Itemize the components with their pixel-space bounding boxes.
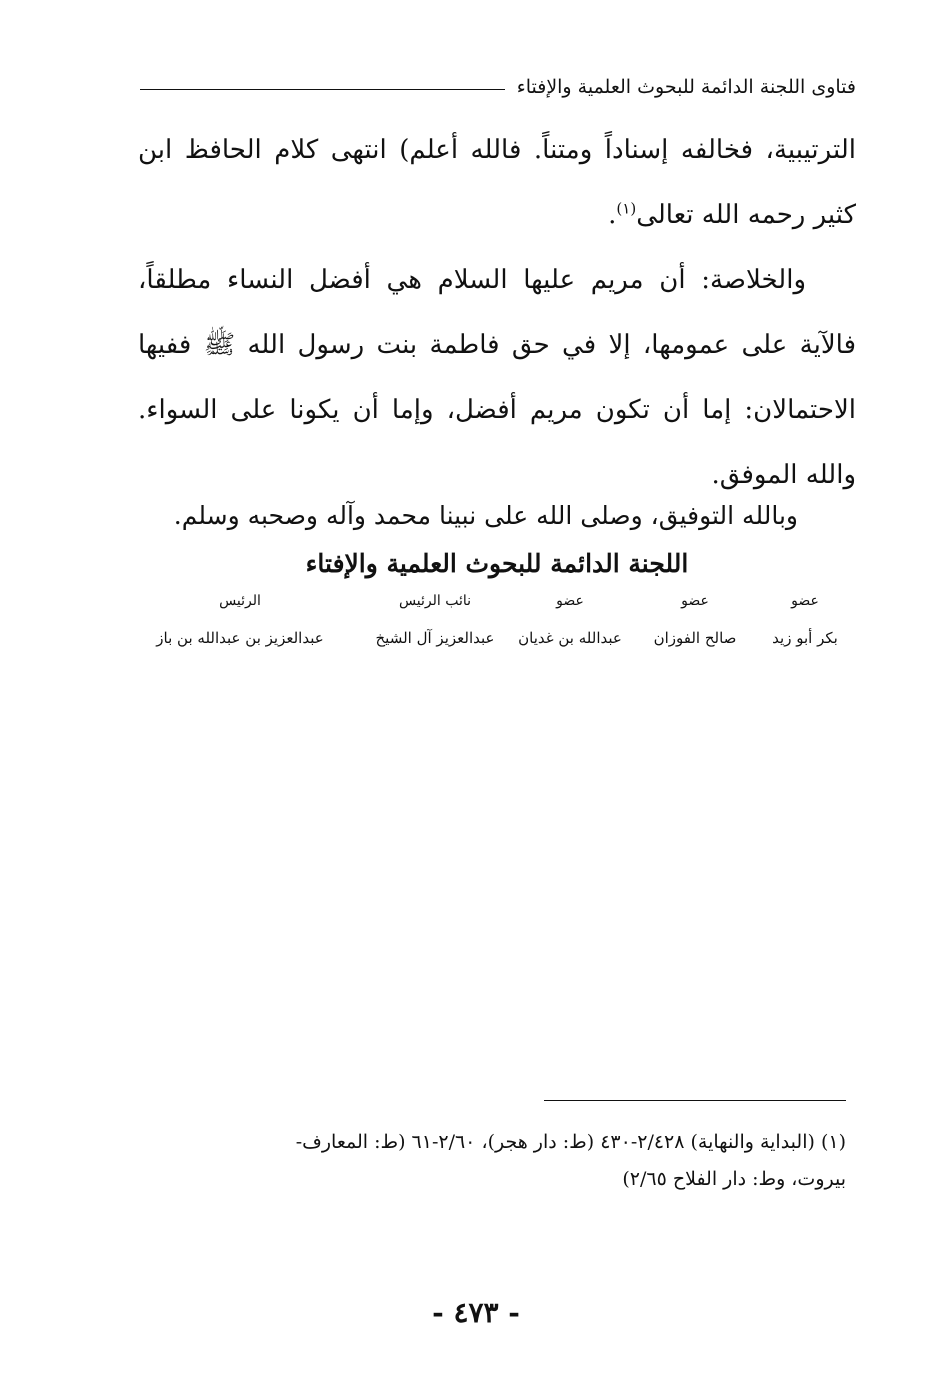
- paragraph-1-text: الترتيبية، فخالفه إسناداً ومتناً. فالله أعلم) انتهى كلام الحافظ ابن كثير رحمه الله تعالى: [138, 135, 856, 230]
- signatory-name: بكر أبو زيد: [772, 629, 838, 647]
- body-text: [138, 118, 856, 508]
- footnote-line-2: بيروت، وط: دار الفلاح ٢/٦٥): [622, 1168, 846, 1190]
- signatories: [150, 590, 850, 660]
- paragraph-1: [138, 118, 856, 248]
- footnote: [132, 1124, 846, 1198]
- signatory-role: عضو: [681, 593, 709, 609]
- footnote-line-1: (١) (البداية والنهاية) ٢/٤٢٨-٤٣٠ (ط: دار هجر)، ٢/٦٠-٦١ (ط: المعارف-: [295, 1131, 846, 1153]
- signatory-role: الرئيس: [219, 593, 261, 609]
- signatory-role: نائب الرئيس: [398, 593, 472, 609]
- header-rule: [140, 89, 505, 90]
- footnote-reference[interactable]: (١): [616, 199, 637, 218]
- signatory-name: عبدالعزيز آل الشيخ: [375, 629, 495, 647]
- paragraph-1-end: .: [608, 200, 617, 230]
- paragraph-2: والخلاصة: أن مريم عليها السلام هي أفضل النساء مطلقاً، فالآية على عمومها، إلا في حق فاطمة بنت رسول الله ﷺ ففيها الاحتمالان: إما أن تكون مريم أفضل، وإما أن يكونا على السواء. والله الموفق.: [138, 265, 856, 490]
- footnote-rule: [544, 1100, 846, 1101]
- committee-title: اللجنة الدائمة للبحوث العلمية والإفتاء: [305, 549, 689, 578]
- signatory-name: عبدالعزيز بن عبدالله بن باز: [156, 629, 324, 647]
- signatory: [140, 590, 340, 650]
- signatory-role: عضو: [791, 593, 819, 609]
- signatory-role: عضو: [556, 593, 584, 609]
- running-header: [140, 70, 856, 104]
- running-header-title: فتاوى اللجنة الدائمة للبحوث العلمية والإفتاء: [516, 76, 856, 98]
- signatory-name: عبدالله بن غديان: [518, 629, 622, 647]
- signatory: [350, 590, 520, 650]
- closing-line: وبالله التوفيق، وصلى الله على نبينا محمد وآله وصحبه وسلم.: [173, 501, 798, 530]
- signatory-name: صالح الفوزان: [653, 629, 737, 647]
- page-number: - ٤٧٣ -: [432, 1296, 520, 1329]
